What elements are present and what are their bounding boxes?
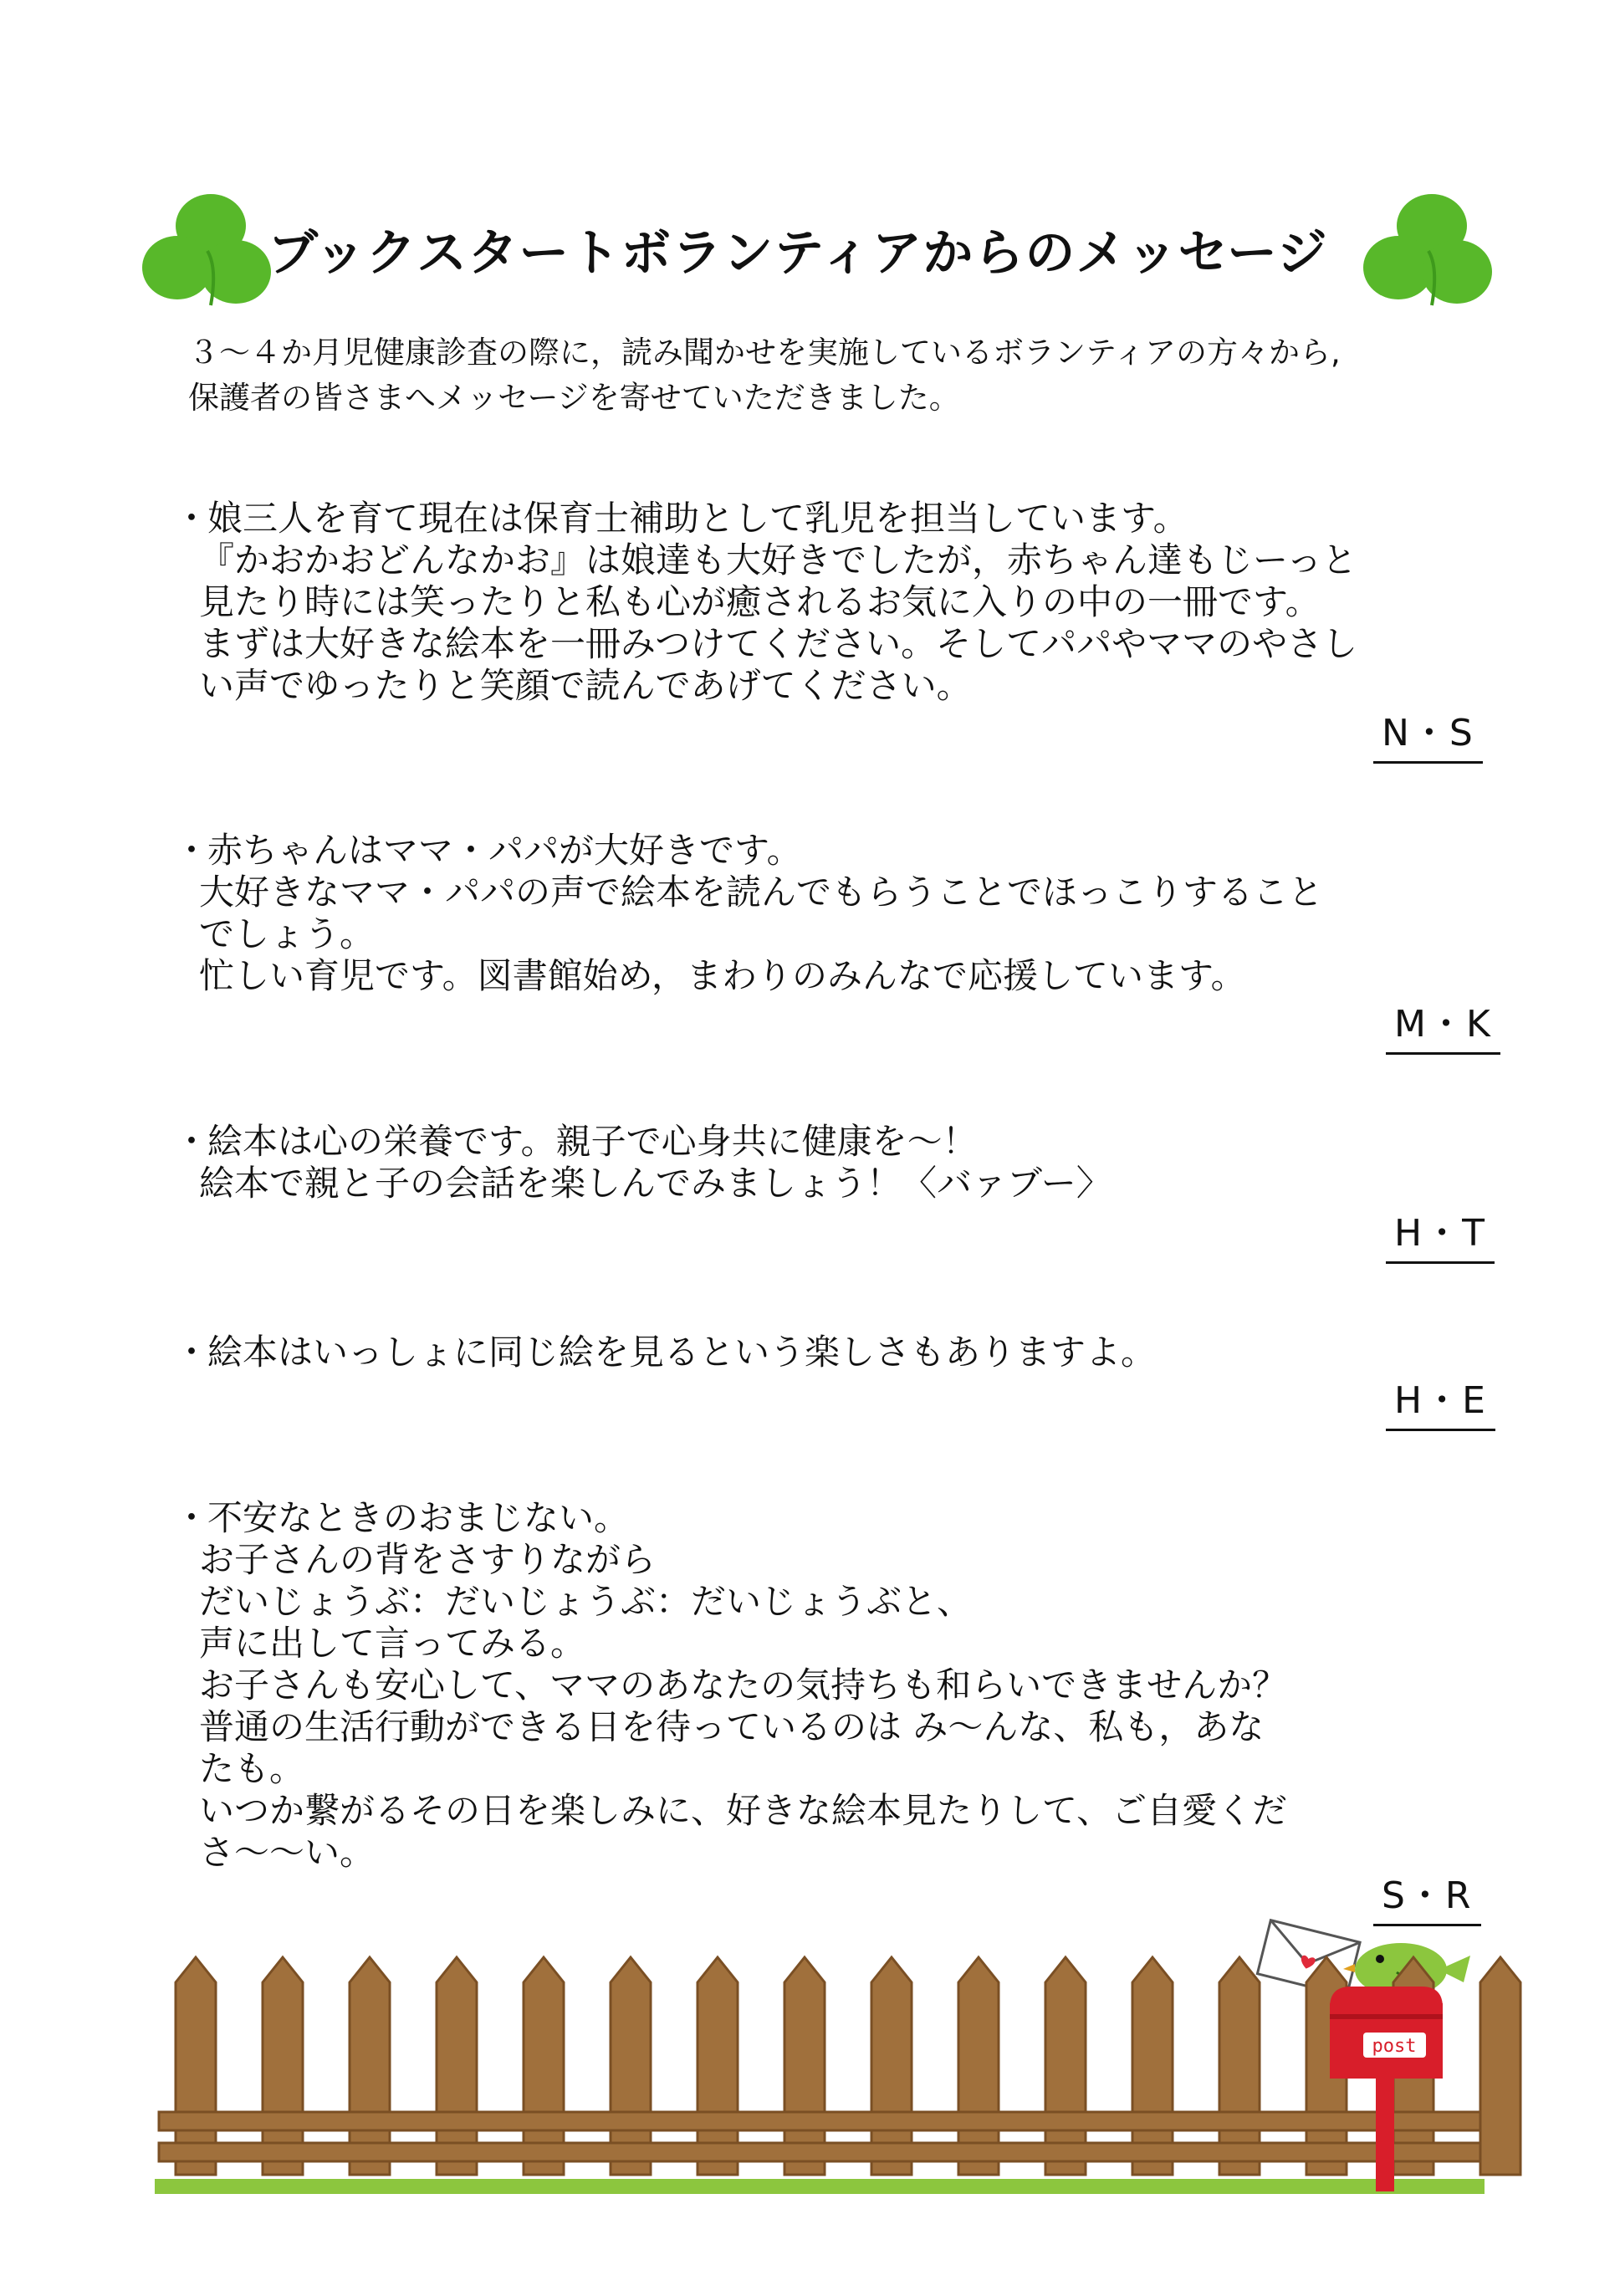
message-line: 見たり時には笑ったりと私も心が癒されるお気に入りの中の一冊です。 [199, 581, 1321, 622]
signature-mk: M・K [1386, 994, 1500, 1055]
message-line: でしょう。 [199, 913, 376, 954]
message-line: い声でゆったりと笑顔で読んであげてください。 [199, 665, 972, 706]
clover-right-icon [1355, 188, 1505, 314]
message-line: お子さんも安心して、ママのあなたの気持ちも和らいできませんか？ [199, 1664, 1288, 1705]
message-line: いつか繋がるその日を楽しみに、好きな絵本見たりして、ご自愛くだ [199, 1790, 1288, 1831]
signature-ns: N・S [1373, 703, 1483, 764]
message-line: ・ 絵本はいっしょに同じ絵を見るという楽しさもありますよ。 [174, 1332, 1512, 1373]
message-line: たも。 [199, 1748, 305, 1789]
message-3 [174, 1121, 1512, 1204]
message-line: 『かおかおどんなかお』は娘達も大好きでしたが，赤ちゃん達もじーっと [199, 539, 1357, 580]
intro-line: 保護者の皆さまへメッセージを寄せていただきました。 [188, 380, 960, 416]
clover-left-icon [134, 188, 284, 314]
message-line: お子さんの背をさすりながら [199, 1539, 657, 1580]
message-line: 絵本で親と子の会話を楽しんでみましょう！〈バァブー〉 [199, 1163, 1112, 1204]
message-line: さ～～い。 [199, 1832, 376, 1873]
message-line: 声に出して言ってみる。 [199, 1623, 586, 1664]
signature-he: H・E [1386, 1370, 1495, 1431]
message-line: まずは大好きな絵本を一冊みつけてください。そしてパパやママのやさし [199, 623, 1358, 664]
message-line: 大好きなママ・パパの声で絵本を読んでもらうことでほっこりすること [199, 872, 1324, 913]
message-line: 普通の生活行動ができる日を待っているのは み～んな、私も，あな [199, 1706, 1265, 1747]
message-4 [174, 1332, 1512, 1373]
mailbox-label: post [1372, 2036, 1417, 2057]
intro-line: ３～４か月児健康診査の際に，読み聞かせを実施しているボランティアの方々から, [188, 335, 1341, 371]
page-title: ブックスタートボランティアからのメッセージ [268, 224, 1328, 283]
intro-text [188, 330, 1493, 421]
signature-sr: S・R [1373, 1865, 1481, 1926]
message-2 [174, 830, 1512, 997]
signature-ht: H・T [1386, 1203, 1495, 1264]
message-line: ・ 不安なときのおまじない。 [174, 1497, 1512, 1539]
fence-picket [1480, 1957, 1520, 2175]
message-line: ・ 絵本は心の栄養です。親子で心身共に健康を～！ [174, 1121, 1512, 1163]
message-line: ・ 赤ちゃんはママ・パパが大好きです。 [174, 830, 1512, 872]
fence-illustration [0, 1924, 1620, 2200]
message-5 [174, 1497, 1512, 1874]
message-line: ・ 娘三人を育て現在は保育士補助として乳児を担当しています。 [174, 498, 1512, 539]
message-1 [174, 498, 1512, 707]
message-line: だいじょうぶ：だいじょうぶ：だいじょうぶと、 [199, 1581, 973, 1622]
message-line: 忙しい育児です。図書館始め，まわりのみんなで応援しています。 [199, 955, 1246, 996]
